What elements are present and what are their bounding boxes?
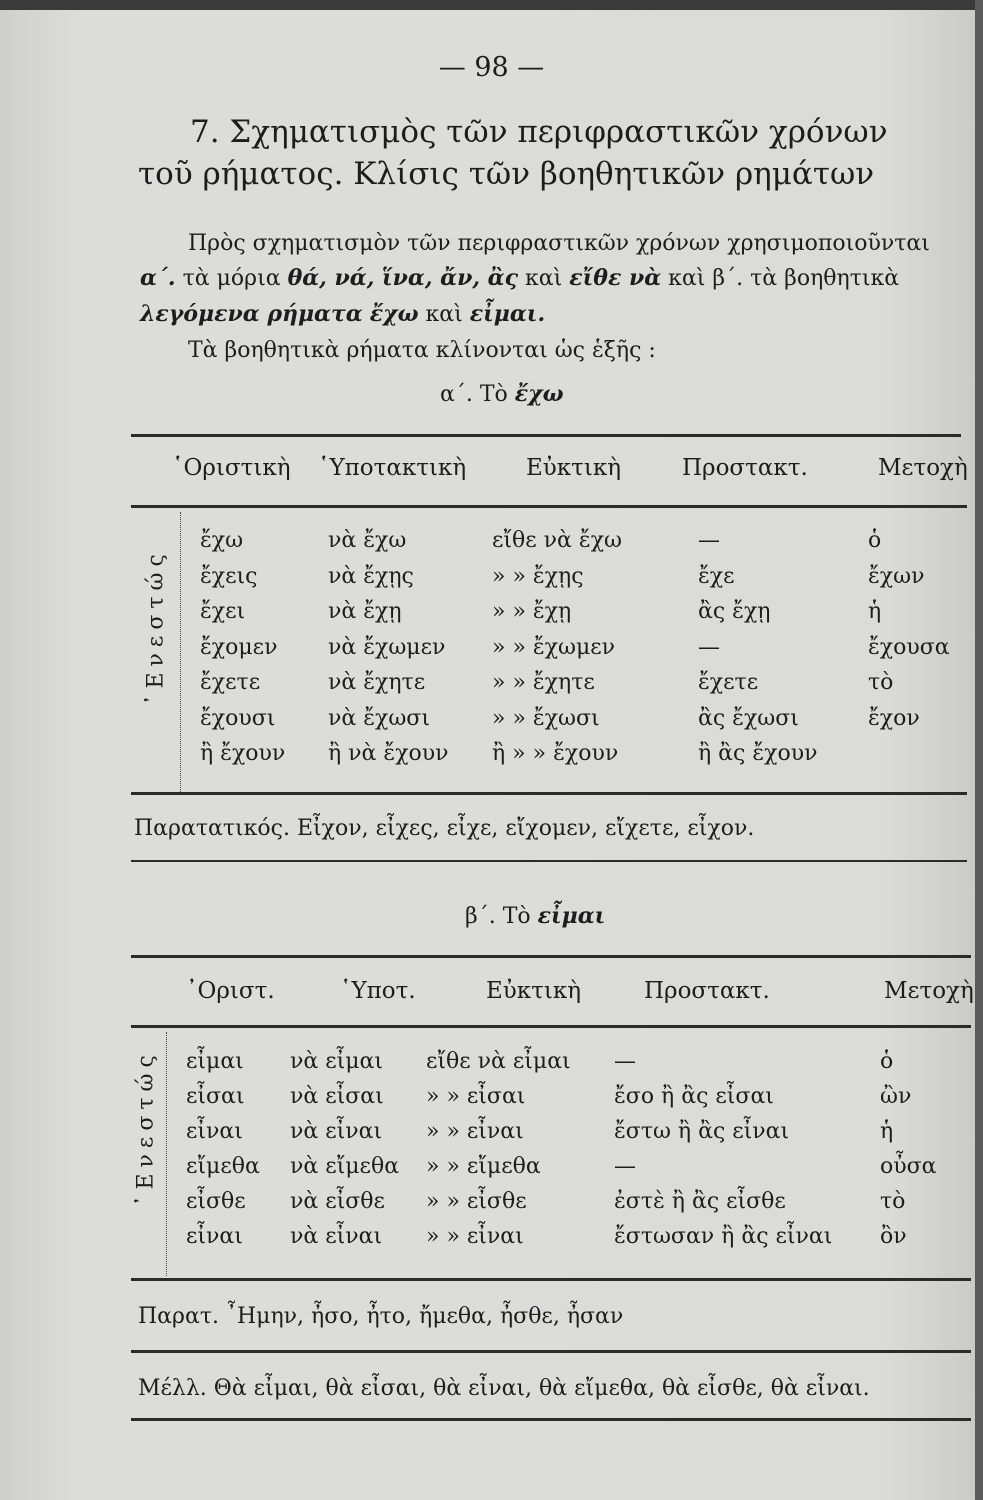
table-b-top-rule	[131, 955, 971, 958]
table-cell: —	[614, 1049, 636, 1074]
table-cell: —	[698, 528, 720, 553]
table-cell: ἔστω ἢ ἂς εἶναι	[614, 1119, 790, 1144]
table-cell: εἴθε νὰ ἔχω	[492, 528, 622, 553]
page-number: — 98 —	[438, 52, 545, 83]
table-cell: ἔχον	[868, 705, 920, 731]
column-header: Μετοχὴ	[878, 455, 968, 481]
table-b-mid-rule	[131, 1350, 971, 1353]
table-a-bottom-rule	[131, 792, 967, 795]
table-cell: » » εἶσαι	[426, 1084, 526, 1109]
table-cell: ἔχε	[698, 563, 735, 589]
table-a-header-rule	[131, 505, 967, 508]
table-cell: » » ἔχῃς	[492, 563, 584, 589]
table-cell: ἔχετε	[698, 670, 759, 695]
table-cell: νὰ εἶμαι	[290, 1049, 384, 1074]
table-cell: οὖσα	[880, 1154, 937, 1179]
table-cell: ὂν	[880, 1224, 907, 1249]
table-cell: » » εἶναι	[426, 1224, 524, 1249]
table-cell: νὰ ἔχῃς	[328, 563, 414, 589]
table-cell: τὸ	[868, 670, 894, 695]
column-header: ῾Υποτακτικὴ	[318, 455, 467, 481]
table-cell: ἔσο ἢ ἂς εἶσαι	[614, 1084, 774, 1109]
section-b-heading: β΄. Τὸ εἶμαι	[465, 903, 606, 929]
table-cell: νὰ εἶναι	[290, 1119, 383, 1144]
column-header: Εὐκτικὴ	[486, 978, 582, 1004]
section-title-line1: 7. Σχηματισμὸς τῶν περιφραστικῶν χρόνων	[190, 114, 888, 150]
table-cell: ὢν	[880, 1084, 912, 1109]
table-cell: ἔχουσι	[200, 705, 276, 731]
table-cell: ἔχει	[200, 599, 246, 624]
table-cell: εἴμεθα	[186, 1154, 260, 1179]
column-header: Προστακτ.	[682, 455, 808, 481]
table-cell: νὰ ἔχητε	[328, 670, 426, 695]
table-cell: ἢ ἔχουν	[200, 741, 286, 766]
table-a-footer-rule	[131, 860, 967, 862]
table-cell: » » ἔχῃ	[492, 599, 572, 624]
table-cell: ἔχομεν	[200, 634, 278, 660]
table-cell: εἶναι	[186, 1224, 243, 1249]
column-header: ᾿Οριστ.	[186, 978, 275, 1004]
table-cell: τὸ	[880, 1189, 906, 1214]
table-cell: εἶσθε	[186, 1189, 246, 1214]
table-cell: » » εἶσθε	[426, 1189, 527, 1214]
imperfect-eimai: Παρατ. ῏Ημην, ἦσο, ἦτο, ἤμεθα, ἦσθε, ἦσαν	[138, 1304, 624, 1329]
table-cell: νὰ ἔχῃ	[328, 599, 402, 624]
table-b-header-rule	[131, 1025, 971, 1028]
table-cell: ἔχετε	[200, 670, 261, 695]
table-cell: » » ἔχωμεν	[492, 634, 616, 660]
table-a-top-rule	[131, 434, 961, 437]
table-cell: » » εἴμεθα	[426, 1154, 541, 1179]
column-header: Μετοχὴ	[884, 978, 974, 1004]
table-cell: » » εἶναι	[426, 1119, 524, 1144]
particles-list: θά, νά, ἵνα, ἄν, ἂς	[287, 265, 519, 291]
table-b-side-label: ᾿Ενεστώς	[133, 1049, 159, 1207]
intro-line-4: Τὰ βοηθητικὰ ρήματα κλίνονται ὡς ἑξῆς :	[188, 338, 656, 363]
table-b-final-rule	[131, 1418, 971, 1421]
intro-line-2: α΄. τὰ μόρια θά, νά, ἵνα, ἄν, ἂς καὶ εἴθε νὰ καὶ β΄. τὰ βοηθητικὰ	[140, 265, 900, 291]
table-cell: εἶμαι	[186, 1049, 244, 1074]
table-cell: νὰ ἔχωμεν	[328, 634, 446, 660]
table-cell: » » ἔχητε	[492, 670, 595, 695]
intro-line-1: Πρὸς σχηματισμὸν τῶν περιφραστικῶν χρόνων χρησιμοποιοῦνται	[188, 231, 930, 256]
table-cell: νὰ εἶσθε	[290, 1189, 385, 1214]
table-cell: ἡ	[868, 599, 882, 624]
table-cell: νὰ εἶσαι	[290, 1084, 384, 1109]
table-cell: ἔχων	[868, 563, 925, 589]
table-cell: ἔχεις	[200, 563, 258, 589]
table-cell: ὁ	[868, 528, 882, 553]
table-cell: ἡ	[880, 1119, 894, 1144]
table-cell: ἢ » » ἔχουν	[492, 741, 619, 766]
column-header: Προστακτ.	[644, 978, 770, 1004]
table-cell: ἐστὲ ἢ ἂς εἶσθε	[614, 1189, 786, 1214]
intro-line-3: λεγόμενα ρήματα ἔχω καὶ εἶμαι.	[140, 301, 546, 327]
table-cell: ἔχω	[200, 528, 244, 553]
table-cell: —	[698, 634, 720, 660]
table-cell: νὰ εἶναι	[290, 1224, 383, 1249]
future-eimai: Μέλλ. Θὰ εἶμαι, θὰ εἶσαι, θὰ εἶναι, θὰ εἴμεθα, θὰ εἶσθε, θὰ εἶναι.	[138, 1376, 870, 1401]
column-header: ῾Οριστικὴ	[172, 455, 291, 481]
table-cell: ἂς ἔχῃ	[698, 599, 771, 624]
table-cell: εἶσαι	[186, 1084, 245, 1109]
table-cell: ἢ νὰ ἔχουν	[328, 741, 449, 766]
page-top-edge	[0, 0, 983, 10]
table-cell: νὰ εἴμεθα	[290, 1154, 400, 1179]
section-a-heading: α΄. Τὸ ἔχω	[440, 381, 564, 407]
table-cell: εἴθε νὰ εἶμαι	[426, 1049, 571, 1074]
table-cell: » » ἔχωσι	[492, 705, 600, 731]
table-b-bottom-rule	[131, 1278, 971, 1281]
table-cell: ἔχουσα	[868, 634, 950, 660]
page-right-edge	[975, 0, 983, 1500]
table-cell: νὰ ἔχωσι	[328, 705, 430, 731]
table-cell: νὰ ἔχω	[328, 528, 407, 553]
imperfect-echo: Παρατατικός. Εἶχον, εἶχες, εἶχε, εἴχομεν, εἴχετε, εἶχον.	[134, 816, 755, 841]
table-cell: ἂς ἔχωσι	[698, 705, 799, 731]
column-header: ῾Υποτ.	[340, 978, 416, 1004]
table-a-side-label: ᾿Ενεστώς	[143, 548, 169, 706]
table-cell: —	[614, 1154, 636, 1179]
column-header: Εὐκτικὴ	[526, 455, 622, 481]
section-title-line2: τοῦ ρήματος. Κλίσις τῶν βοηθητικῶν ρημάτων	[138, 156, 875, 192]
table-a-side-divider	[180, 512, 181, 792]
table-cell: ἢ ἂς ἔχουν	[698, 741, 818, 766]
table-b-side-divider	[166, 1032, 167, 1276]
table-cell: εἶναι	[186, 1119, 243, 1144]
table-cell: ἔστωσαν ἢ ἂς εἶναι	[614, 1224, 833, 1249]
table-cell: ὁ	[880, 1049, 894, 1074]
